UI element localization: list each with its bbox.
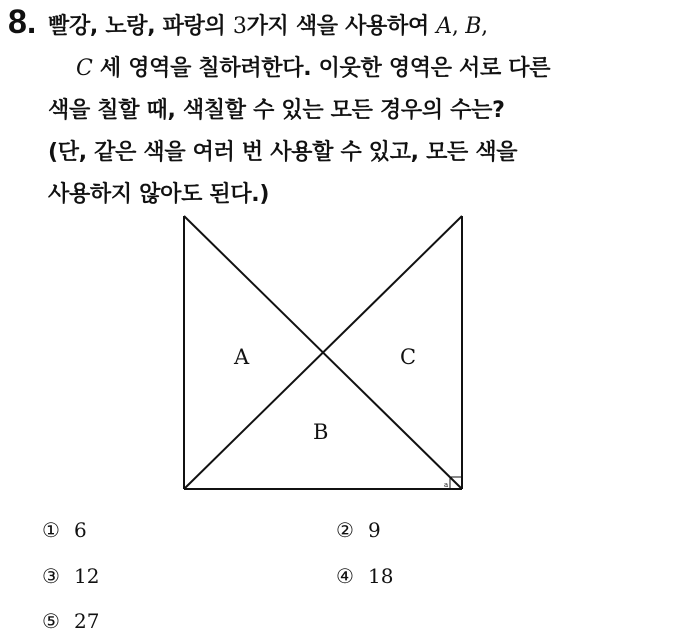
choice-marker-1: ① [42, 518, 60, 542]
region-var-c: C [76, 56, 93, 81]
right-angle-label: a [444, 481, 449, 489]
separator-2: , [481, 14, 488, 39]
question-line-2-text: 세 영역을 칠하려한다. 이웃한 영역은 서로 다른 [92, 56, 551, 81]
choice-value-1: 6 [74, 518, 87, 542]
choice-value-2: 9 [368, 518, 381, 542]
choice-3[interactable] [42, 562, 99, 590]
region-var-a: A [436, 14, 452, 39]
question-text [48, 6, 648, 216]
question-number: 8. [8, 3, 37, 41]
color-count: 3 [232, 14, 247, 39]
choice-marker-4: ④ [336, 564, 354, 588]
choice-marker-3: ③ [42, 564, 60, 588]
region-label-a: A [234, 345, 250, 369]
question-line-1 [48, 6, 648, 48]
region-label-b: B [313, 420, 329, 444]
choice-5[interactable] [42, 607, 99, 635]
question-line-2 [48, 48, 648, 90]
question-line-1-text: 빨강, 노랑, 파랑의 [48, 14, 233, 39]
region-label-c: C [400, 345, 417, 369]
region-var-b: B [465, 14, 482, 39]
question-line-5: 사용하지 않아도 된다.) [48, 182, 270, 207]
question-line-4: (단, 같은 색을 여러 번 사용할 수 있고, 모든 색을 [48, 140, 518, 165]
choice-value-3: 12 [74, 564, 100, 588]
choice-value-4: 18 [368, 564, 394, 588]
choice-4[interactable] [336, 562, 393, 590]
choice-1[interactable] [42, 516, 87, 544]
choice-2[interactable] [336, 516, 381, 544]
choice-marker-5: ⑤ [42, 609, 60, 633]
question-line-3: 색을 칠할 때, 색칠할 수 있는 모든 경우의 수는? [48, 98, 505, 123]
question-line-1-text-2: 가지 색을 사용하여 [246, 14, 437, 39]
separator-1: , [451, 14, 466, 39]
choice-value-5: 27 [74, 609, 100, 633]
choice-marker-2: ② [336, 518, 354, 542]
region-figure [178, 212, 468, 494]
